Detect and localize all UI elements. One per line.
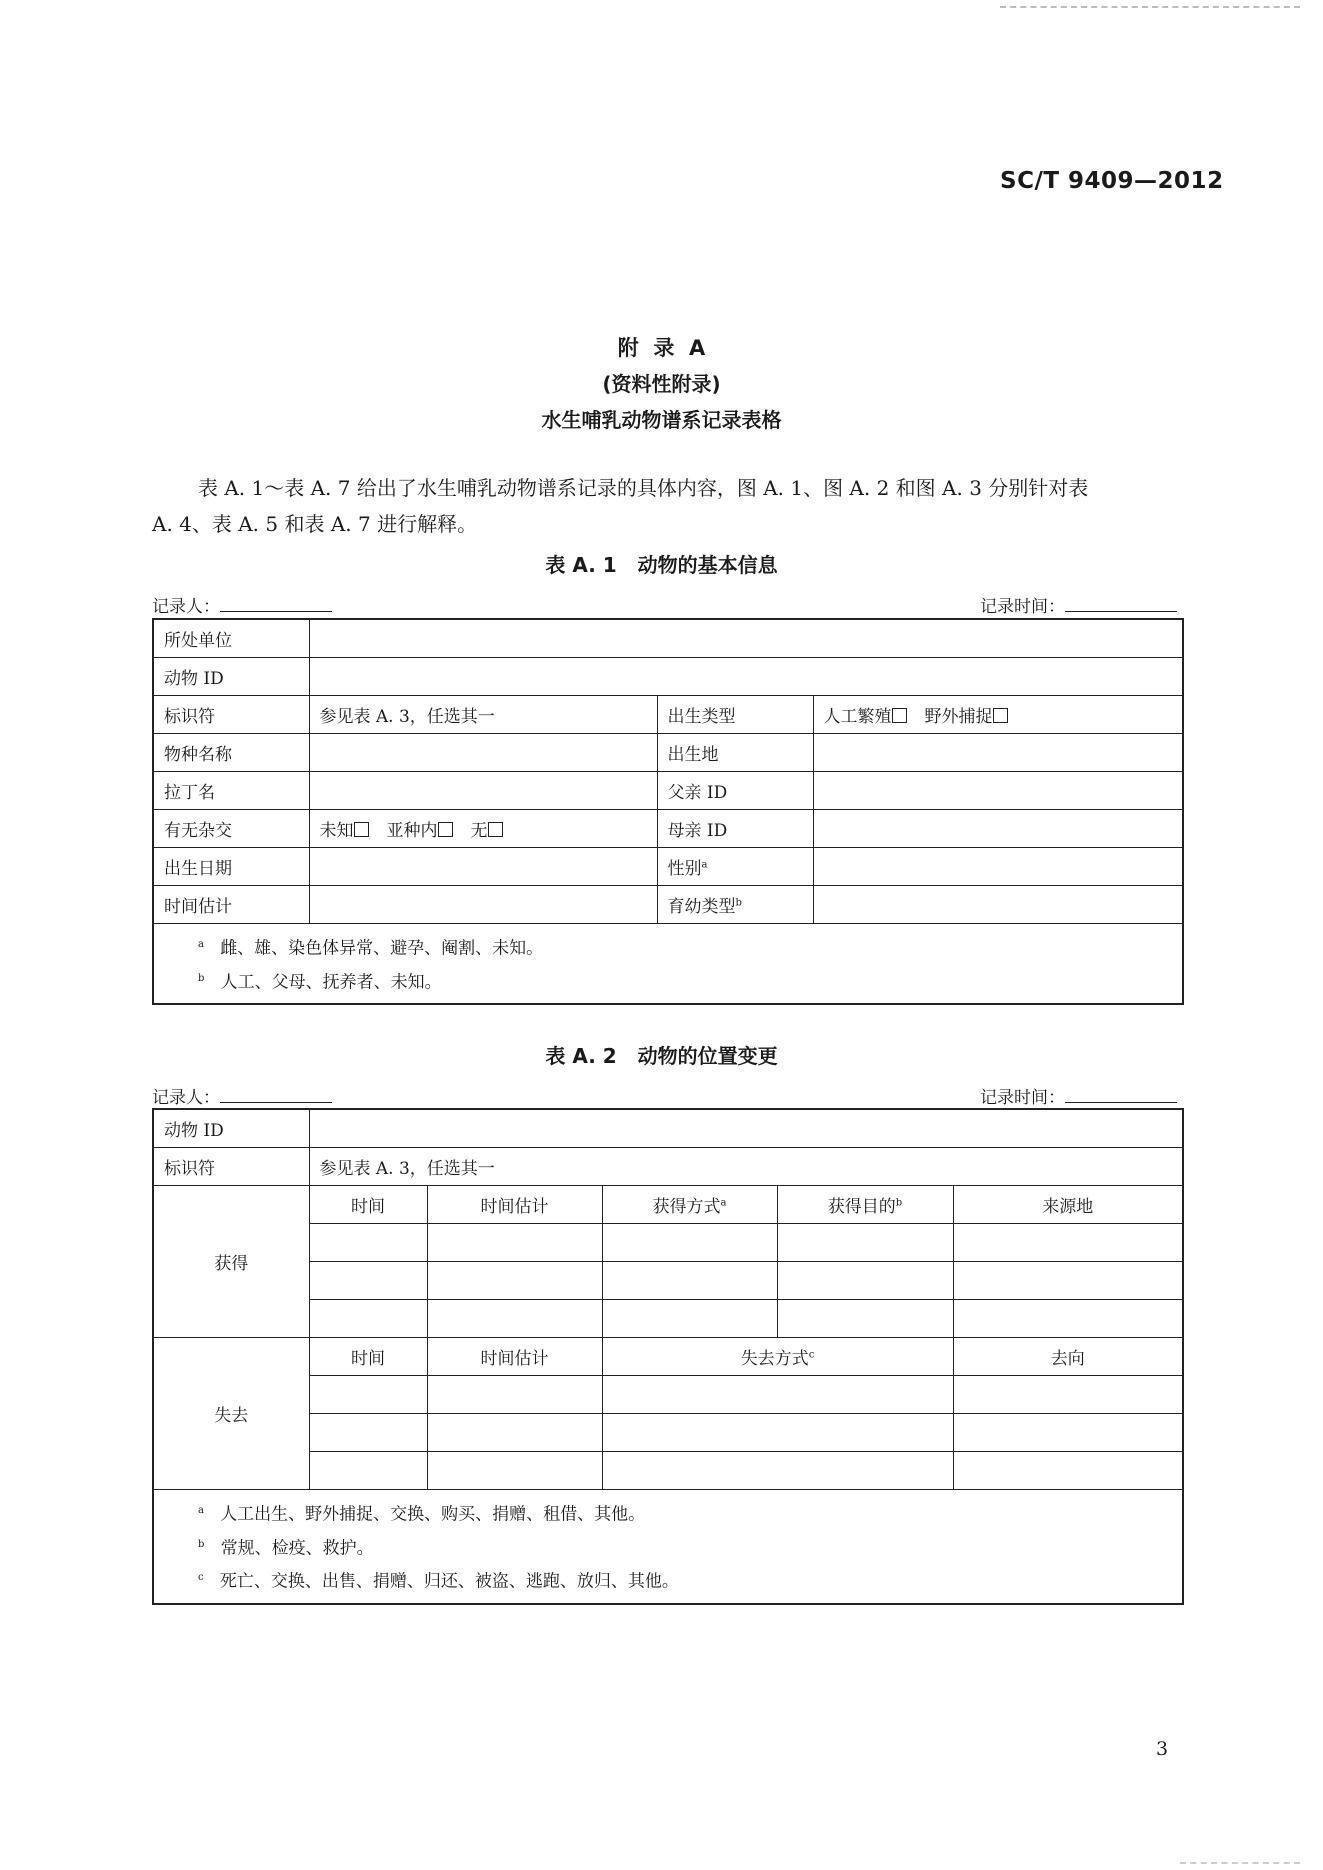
cell-value[interactable] — [602, 1224, 777, 1262]
option-label: 人工繁殖 — [823, 707, 892, 727]
checkbox[interactable] — [354, 822, 369, 837]
cell-value[interactable] — [777, 1300, 953, 1338]
cell-value[interactable] — [953, 1414, 1183, 1452]
footnote-b — [198, 1530, 1182, 1564]
cell-value[interactable] — [602, 1376, 953, 1414]
column-header: 时间估计 — [427, 1186, 602, 1224]
cell-value[interactable] — [953, 1300, 1183, 1338]
footnote-mark: b — [895, 1197, 903, 1209]
cell-label: 出生日期 — [153, 848, 309, 886]
cell-label: 动物 ID — [153, 1109, 309, 1148]
rearing-label: 育幼类型 — [667, 897, 736, 917]
table1-caption: 表 A. 1 动物的基本信息 — [545, 553, 778, 577]
cell-value[interactable] — [309, 1224, 427, 1262]
recorder-field[interactable] — [220, 1088, 332, 1103]
cell-value[interactable] — [309, 772, 657, 810]
footnote-mark: c — [198, 1572, 204, 1584]
cell-label: 拉丁名 — [153, 772, 309, 810]
footnote-mark: c — [808, 1349, 815, 1361]
cell-value[interactable] — [953, 1262, 1183, 1300]
scan-artifact-top — [1000, 6, 1300, 8]
footnote-a — [198, 930, 1182, 964]
cell-value: 参见表 A. 3，任选其一 — [309, 1148, 1183, 1186]
table1-record-time — [980, 592, 1177, 617]
record-time-field[interactable] — [1065, 1088, 1177, 1103]
intro-line-2: A. 4、表 A. 5 和表 A. 7 进行解释。 — [152, 512, 478, 536]
cell-value[interactable] — [813, 848, 1183, 886]
record-time-label: 记录时间： — [980, 1088, 1065, 1108]
document-code: SC/T 9409—2012 — [1000, 168, 1224, 194]
column-header: 时间 — [309, 1186, 427, 1224]
column-header-acquire-method — [602, 1186, 777, 1224]
cell-value[interactable] — [427, 1262, 602, 1300]
footnote-text: 雌、雄、染色体异常、避孕、阉割、未知。 — [220, 938, 544, 959]
footnote-mark: a — [720, 1197, 727, 1209]
record-time-label: 记录时间： — [980, 597, 1065, 617]
table2-record-time — [980, 1083, 1177, 1108]
cell-value[interactable] — [309, 1300, 427, 1338]
checkbox[interactable] — [892, 708, 907, 723]
column-header: 去向 — [953, 1338, 1183, 1376]
cell-value[interactable] — [427, 1452, 602, 1490]
cell-label: 有无杂交 — [153, 810, 309, 848]
checkbox[interactable] — [993, 708, 1008, 723]
table-row — [153, 848, 1183, 886]
footnote-text: 常规、检疫、救护。 — [220, 1538, 374, 1559]
table2-notes — [153, 1490, 1183, 1604]
intro-line-1: 表 A. 1～表 A. 7 给出了水生哺乳动物谱系记录的具体内容，图 A. 1、图 A. 2 和图 A. 3 分别针对表 — [198, 476, 1089, 500]
appendix-subtitle: (资料性附录) — [602, 372, 721, 396]
table-row — [153, 1338, 1183, 1376]
cell-value[interactable] — [309, 1414, 427, 1452]
cell-value[interactable] — [427, 1376, 602, 1414]
cell-value[interactable] — [309, 848, 657, 886]
option-label: 无 — [470, 821, 488, 841]
table-row — [153, 886, 1183, 924]
footnote-text: 人工、父母、抚养者、未知。 — [220, 972, 442, 993]
cell-value: 参见表 A. 3，任选其一 — [309, 696, 657, 734]
page-number: 3 — [1156, 1738, 1169, 1760]
table-row — [153, 734, 1183, 772]
cell-value[interactable] — [309, 886, 657, 924]
footnote-text: 人工出生、野外捕捉、交换、购买、捐赠、租借、其他。 — [220, 1504, 646, 1525]
cell-value[interactable] — [777, 1224, 953, 1262]
cell-options — [309, 810, 657, 848]
cell-value[interactable] — [813, 734, 1183, 772]
table-row — [153, 772, 1183, 810]
cell-value[interactable] — [602, 1452, 953, 1490]
option-label: 野外捕捉 — [924, 707, 993, 727]
recorder-field[interactable] — [220, 597, 332, 612]
recorder-label: 记录人： — [152, 597, 220, 617]
cell-value[interactable] — [813, 886, 1183, 924]
table-row — [153, 1186, 1183, 1224]
cell-label: 标识符 — [153, 696, 309, 734]
table-notes-row — [153, 924, 1183, 1005]
cell-label: 母亲 ID — [657, 810, 813, 848]
table-row — [153, 619, 1183, 658]
footnote-mark: a — [701, 859, 708, 871]
cell-value[interactable] — [427, 1300, 602, 1338]
cell-label: 时间估计 — [153, 886, 309, 924]
cell-label: 物种名称 — [153, 734, 309, 772]
cell-label-rearing — [657, 886, 813, 924]
footnote-mark: a — [198, 939, 204, 950]
cell-value[interactable] — [602, 1414, 953, 1452]
header-text: 获得方式 — [652, 1197, 721, 1217]
cell-value[interactable] — [309, 1109, 1183, 1148]
footnote-a — [198, 1496, 1182, 1530]
checkbox[interactable] — [488, 822, 503, 837]
cell-label: 所处单位 — [153, 619, 309, 658]
column-header: 时间估计 — [427, 1338, 602, 1376]
cell-value[interactable] — [309, 1262, 427, 1300]
appendix-heading: 水生哺乳动物谱系记录表格 — [541, 408, 782, 432]
sex-label: 性别 — [667, 859, 702, 879]
cell-value[interactable] — [309, 619, 1183, 658]
table1-notes — [153, 924, 1183, 1005]
table2-recorder — [152, 1083, 332, 1108]
footnote-mark: a — [198, 1505, 204, 1516]
footnote-b — [198, 964, 1182, 998]
table-row — [153, 1148, 1183, 1186]
table-row — [153, 696, 1183, 734]
option-label: 亚种内 — [386, 821, 438, 841]
checkbox[interactable] — [438, 822, 453, 837]
header-text: 失去方式 — [740, 1349, 809, 1369]
footnote-c — [198, 1563, 1182, 1597]
scan-artifact-bottom — [1180, 1862, 1300, 1864]
table1-recorder — [152, 592, 332, 617]
table-notes-row — [153, 1490, 1183, 1604]
cell-label: 出生类型 — [657, 696, 813, 734]
cell-label: 父亲 ID — [657, 772, 813, 810]
loss-label: 失去 — [153, 1338, 309, 1490]
table-row — [153, 810, 1183, 848]
table-row — [153, 1109, 1183, 1148]
intro-paragraph — [152, 470, 1182, 542]
option-label: 未知 — [319, 821, 354, 841]
cell-value[interactable] — [309, 1452, 427, 1490]
cell-value[interactable] — [813, 772, 1183, 810]
cell-value[interactable] — [309, 658, 1183, 696]
column-header: 来源地 — [953, 1186, 1183, 1224]
table-row — [153, 658, 1183, 696]
column-header-loss-method — [602, 1338, 953, 1376]
cell-value[interactable] — [602, 1300, 777, 1338]
cell-label: 出生地 — [657, 734, 813, 772]
footnote-mark: b — [735, 897, 742, 909]
acquire-label: 获得 — [153, 1186, 309, 1338]
cell-value[interactable] — [953, 1224, 1183, 1262]
cell-label-sex — [657, 848, 813, 886]
footnote-mark: b — [198, 972, 205, 984]
cell-value[interactable] — [813, 810, 1183, 848]
column-header: 时间 — [309, 1338, 427, 1376]
cell-value[interactable] — [309, 1376, 427, 1414]
footnote-text: 死亡、交换、出售、捐赠、归还、被盗、逃跑、放归、其他。 — [219, 1571, 679, 1592]
table1 — [152, 618, 1184, 1005]
cell-label: 动物 ID — [153, 658, 309, 696]
table2-caption: 表 A. 2 动物的位置变更 — [545, 1044, 778, 1068]
column-header-acquire-purpose — [777, 1186, 953, 1224]
cell-value[interactable] — [602, 1262, 777, 1300]
cell-value[interactable] — [777, 1262, 953, 1300]
header-text: 获得目的 — [827, 1197, 896, 1217]
cell-options — [813, 696, 1183, 734]
appendix-title: 附 录 A — [617, 336, 706, 360]
footnote-mark: b — [198, 1538, 205, 1550]
cell-label: 标识符 — [153, 1148, 309, 1186]
cell-value[interactable] — [953, 1376, 1183, 1414]
cell-value[interactable] — [427, 1224, 602, 1262]
cell-value[interactable] — [427, 1414, 602, 1452]
cell-value[interactable] — [953, 1452, 1183, 1490]
recorder-label: 记录人： — [152, 1088, 220, 1108]
table2 — [152, 1108, 1184, 1605]
cell-value[interactable] — [309, 734, 657, 772]
record-time-field[interactable] — [1065, 597, 1177, 612]
